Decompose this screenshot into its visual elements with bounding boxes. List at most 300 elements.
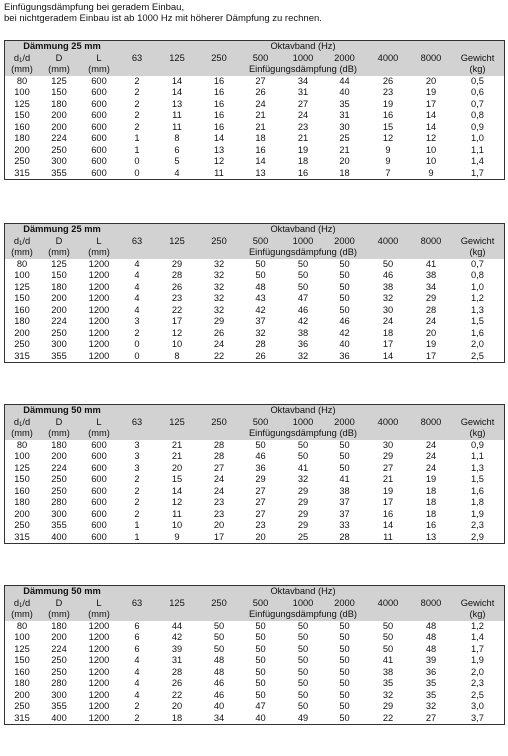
table-cell: 22: [171, 689, 183, 700]
table-cell: 50: [297, 666, 309, 677]
table-cell: 160: [14, 666, 30, 677]
table-cell: 27: [255, 508, 266, 519]
unit-L: (mm): [88, 609, 110, 619]
table-cell: 2,5: [471, 350, 484, 361]
table-cell: 4: [134, 655, 140, 665]
table-cell: 125: [14, 98, 30, 109]
table-cell: 600: [91, 156, 107, 166]
table-cell: 200: [14, 144, 30, 155]
table-cell: 50: [339, 281, 350, 292]
table-cell: 150: [14, 474, 30, 484]
table-cell: 12: [171, 327, 183, 338]
table-cell: 250: [51, 144, 67, 155]
table-cell: 250: [51, 666, 67, 677]
column-freq: 1000: [292, 597, 314, 608]
column-freq: 250: [211, 52, 227, 63]
column-freq: 2000: [334, 597, 355, 608]
table-cell: 48: [425, 643, 437, 654]
table-cell: 18: [382, 327, 394, 338]
table-cell: 48: [425, 632, 437, 642]
table-cell: 160: [14, 304, 30, 315]
table-cell: 50: [255, 666, 266, 677]
insulation-table: [4, 585, 505, 725]
table-cell: 1200: [88, 327, 110, 338]
table-cell: 50: [297, 620, 309, 631]
table-cell: 50: [297, 270, 309, 280]
table-cell: 180: [14, 316, 30, 326]
table-cell: 50: [339, 304, 350, 315]
table-cell: 17: [213, 531, 225, 542]
column-d1-symbol: d: [13, 416, 20, 427]
table-cell: 0,9: [471, 121, 484, 132]
table-cell: 6: [134, 632, 140, 642]
unit-d1: (mm): [11, 64, 33, 74]
table-cell: 43: [255, 293, 266, 303]
table-header: [5, 586, 504, 621]
table-cell: 19: [382, 485, 394, 496]
table-cell: 19: [425, 474, 437, 484]
column-d1-subscript: 1: [19, 240, 23, 247]
table-cell: 200: [51, 121, 67, 132]
table-cell: 355: [51, 167, 67, 178]
table-cell: 1200: [88, 281, 110, 292]
column-D: D: [55, 597, 63, 608]
table-cell: 1,0: [471, 281, 484, 292]
table-cell: 23: [382, 87, 394, 97]
header-row-columns: [5, 598, 504, 610]
table-cell: 17: [171, 316, 183, 326]
table-cell: 300: [51, 689, 67, 700]
header-row-title: [5, 224, 504, 236]
column-d1-rest: /d: [22, 235, 31, 246]
table-cell: 9: [174, 531, 180, 542]
table-cell: 315: [14, 712, 30, 723]
intro-line-1: Einfügungsdämpfung bei geradem Einbau,: [4, 2, 185, 13]
table-cell: 24: [213, 339, 225, 349]
table-cell: 50: [339, 678, 350, 688]
table-cell: 1,9: [471, 655, 484, 665]
table-cell: 11: [172, 110, 182, 120]
table-cell: 27: [213, 462, 225, 473]
table-cell: 100: [14, 632, 30, 642]
column-d1-d: [5, 417, 39, 429]
table-cell: 2: [134, 327, 140, 338]
table-cell: 24: [213, 485, 225, 496]
einfuegungsdaempfung-label: Einfügungsdämpfung (dB): [248, 609, 358, 619]
table-row: [5, 259, 504, 271]
table-cell: 50: [255, 643, 266, 654]
table-row: [5, 316, 504, 328]
table-cell: 1: [134, 520, 140, 530]
table-cell: 48: [213, 666, 225, 677]
table-cell: 17: [382, 339, 394, 349]
table-cell: 1200: [88, 712, 110, 723]
table-cell: 19: [425, 339, 437, 349]
table-cell: 50: [255, 678, 266, 688]
table-cell: 600: [91, 133, 107, 143]
oktavband-label: Oktavband (Hz): [270, 405, 336, 415]
table-row: [5, 463, 504, 475]
table-cell: 12: [213, 156, 225, 166]
column-freq: 63: [131, 597, 143, 608]
table-cell: 80: [16, 439, 28, 450]
table-cell: 28: [213, 439, 225, 450]
table-cell: 17: [425, 98, 437, 109]
column-L: L: [96, 235, 102, 246]
table-cell: 6: [134, 620, 140, 631]
table-cell: 50: [297, 678, 309, 688]
table-cell: 50: [339, 439, 350, 450]
column-freq: 4000: [377, 416, 399, 427]
table-cell: 11: [383, 531, 393, 542]
table-cell: 48: [255, 281, 266, 292]
header-row-columns: [5, 417, 504, 429]
table-cell: 1200: [88, 678, 110, 688]
column-freq: 2000: [334, 416, 355, 427]
table-title: Dämmung 50 mm: [23, 586, 101, 596]
column-D: D: [55, 235, 63, 246]
table-cell: 150: [51, 270, 67, 280]
table-cell: 24: [425, 439, 437, 450]
column-freq: 500: [252, 235, 269, 246]
column-freq: 250: [211, 235, 227, 246]
column-freq: 1000: [292, 52, 314, 63]
table-cell: 24: [297, 110, 309, 120]
table-cell: 300: [51, 508, 67, 519]
table-row: [5, 655, 504, 667]
table-cell: 125: [14, 462, 30, 473]
table-cell: 10: [425, 156, 437, 166]
table-cell: 400: [51, 531, 67, 542]
table-cell: 6: [134, 643, 140, 654]
table-cell: 40: [213, 701, 225, 711]
table-row: [5, 122, 504, 134]
table-cell: 2,0: [471, 666, 484, 677]
table-cell: 48: [213, 655, 225, 665]
table-cell: 1200: [88, 258, 110, 269]
table-cell: 9: [428, 167, 434, 178]
table-cell: 39: [171, 643, 183, 654]
table-cell: 38: [382, 666, 394, 677]
table-cell: 29: [297, 520, 309, 530]
column-freq: 8000: [420, 416, 442, 427]
table-cell: 16: [213, 98, 225, 109]
table-cell: 23: [213, 508, 225, 519]
table-cell: 16: [213, 75, 225, 86]
table-cell: 38: [297, 327, 309, 338]
table-cell: 1,6: [471, 485, 484, 496]
column-L: L: [96, 416, 102, 427]
unit-kg: (kg): [469, 428, 486, 438]
table-header: [5, 224, 504, 259]
table-cell: 355: [51, 701, 67, 711]
einfuegungsdaempfung-label: Einfügungsdämpfung (dB): [248, 247, 358, 257]
table-cell: 31: [339, 110, 350, 120]
table-cell: 4: [134, 270, 140, 280]
table-cell: 2: [134, 98, 140, 109]
table-cell: 34: [425, 281, 437, 292]
table-cell: 224: [51, 133, 67, 143]
table-row: [5, 497, 504, 509]
table-cell: 28: [255, 339, 266, 349]
table-cell: 14: [382, 520, 394, 530]
table-cell: 18: [425, 485, 437, 496]
column-freq: 8000: [420, 597, 442, 608]
table-cell: 32: [382, 293, 394, 303]
table-cell: 160: [14, 485, 30, 496]
table-cell: 21: [255, 121, 266, 132]
table-cell: 36: [255, 462, 266, 473]
table-cell: 13: [171, 98, 183, 109]
table-cell: 40: [339, 87, 350, 97]
table-cell: 1: [134, 144, 140, 155]
table-cell: 19: [382, 98, 394, 109]
table-row: [5, 713, 504, 725]
table-cell: 0: [134, 156, 140, 166]
unit-D: (mm): [48, 247, 70, 257]
unit-L: (mm): [88, 64, 110, 74]
table-cell: 200: [51, 293, 67, 303]
table-title: Dämmung 25 mm: [23, 41, 101, 51]
table-cell: 1,3: [471, 462, 484, 473]
table-cell: 125: [51, 75, 67, 86]
table-cell: 1200: [88, 339, 110, 349]
table-cell: 21: [297, 133, 309, 143]
column-D: D: [55, 52, 63, 63]
table-cell: 600: [91, 439, 107, 450]
column-freq: 63: [131, 235, 143, 246]
table-row: [5, 293, 504, 305]
column-freq: 500: [252, 416, 269, 427]
table-cell: 32: [213, 270, 225, 280]
table-cell: 46: [213, 689, 225, 700]
table-cell: 24: [425, 316, 437, 326]
table-cell: 50: [297, 701, 309, 711]
column-freq: 4000: [377, 597, 399, 608]
table-cell: 29: [297, 485, 309, 496]
table-cell: 600: [91, 451, 107, 461]
table-cell: 180: [51, 281, 67, 292]
table-cell: 28: [425, 304, 437, 315]
table-cell: 16: [382, 508, 394, 519]
table-cell: 24: [255, 98, 266, 109]
table-cell: 16: [297, 167, 309, 178]
table-cell: 50: [297, 643, 309, 654]
table-cell: 24: [425, 462, 437, 473]
table-cell: 48: [425, 620, 437, 631]
table-cell: 24: [213, 474, 225, 484]
column-d1-symbol: d: [13, 52, 20, 63]
table-cell: 39: [425, 655, 437, 665]
table-row: [5, 87, 504, 99]
column-d1-rest: /d: [22, 52, 31, 63]
table-cell: 38: [382, 281, 394, 292]
unit-d1: (mm): [11, 247, 33, 257]
unit-kg: (kg): [469, 609, 486, 619]
table-row: [5, 440, 504, 452]
table-cell: 250: [14, 701, 30, 711]
table-cell: 32: [213, 281, 225, 292]
column-d1-symbol: d: [13, 235, 20, 246]
column-freq: 125: [169, 416, 185, 427]
table-cell: 180: [51, 439, 67, 450]
column-freq: 8000: [420, 52, 442, 63]
table-cell: 600: [91, 462, 107, 473]
table-row: [5, 339, 504, 351]
table-cell: 37: [339, 508, 350, 519]
table-cell: 80: [16, 620, 28, 631]
table-row: [5, 305, 504, 317]
table-cell: 41: [425, 258, 437, 269]
table-cell: 150: [14, 110, 30, 120]
intro-line-2: bei nichtgeradem Einbau ist ab 1000 Hz mit höherer Dämpfung zu rechnen.: [4, 13, 322, 24]
table-cell: 250: [14, 156, 30, 166]
table-cell: 1,8: [471, 497, 484, 507]
column-d1-d: [5, 53, 39, 65]
header-row-units: [5, 609, 504, 621]
table-cell: 224: [51, 643, 67, 654]
table-cell: 50: [382, 632, 394, 642]
table-cell: 50: [382, 643, 394, 654]
table-cell: 20: [213, 520, 225, 530]
table-cell: 27: [382, 462, 394, 473]
header-row-units: [5, 64, 504, 76]
table-row: [5, 76, 504, 88]
table-cell: 1,1: [471, 451, 484, 461]
table-cell: 1200: [88, 689, 110, 700]
table-cell: 14: [171, 485, 183, 496]
insulation-table: [4, 223, 505, 363]
table-cell: 16: [213, 110, 225, 120]
table-cell: 26: [171, 281, 183, 292]
table-cell: 12: [382, 133, 394, 143]
table-cell: 36: [339, 350, 350, 361]
table-cell: 16: [213, 87, 225, 97]
column-freq: 1000: [292, 416, 314, 427]
table-cell: 14: [171, 87, 183, 97]
table-cell: 26: [213, 327, 225, 338]
unit-d1: (mm): [11, 609, 33, 619]
table-cell: 2,5: [471, 689, 484, 700]
table-cell: 21: [339, 144, 350, 155]
column-freq: 500: [252, 52, 269, 63]
table-row: [5, 644, 504, 656]
table-cell: 5: [174, 156, 180, 166]
table-cell: 1,5: [471, 316, 484, 326]
table-cell: 2: [134, 712, 140, 723]
table-cell: 36: [297, 339, 309, 349]
table-cell: 3: [134, 316, 140, 326]
table-cell: 2: [134, 701, 140, 711]
table-cell: 1200: [88, 632, 110, 642]
table-row: [5, 145, 504, 157]
table-cell: 30: [382, 439, 394, 450]
table-cell: 180: [14, 133, 30, 143]
column-freq: 8000: [420, 235, 442, 246]
table-cell: 50: [297, 439, 309, 450]
table-cell: 23: [297, 121, 309, 132]
oktavband-label: Oktavband (Hz): [270, 586, 336, 596]
table-cell: 1,7: [471, 643, 484, 654]
table-row: [5, 99, 504, 111]
table-cell: 150: [14, 293, 30, 303]
table-cell: 46: [339, 316, 350, 326]
table-cell: 50: [297, 281, 309, 292]
table-cell: 2,9: [471, 531, 484, 542]
header-row-units: [5, 247, 504, 259]
column-gewicht: Gewicht: [460, 416, 495, 427]
table-cell: 4: [134, 304, 140, 315]
column-freq: 2000: [334, 52, 355, 63]
table-cell: 250: [14, 520, 30, 530]
table-row: [5, 667, 504, 679]
table-cell: 44: [339, 75, 350, 86]
column-gewicht: Gewicht: [460, 597, 495, 608]
table-cell: 50: [255, 439, 266, 450]
table-cell: 27: [255, 75, 266, 86]
table-cell: 7: [385, 167, 391, 178]
table-cell: 250: [14, 339, 30, 349]
table-cell: 20: [171, 462, 183, 473]
table-cell: 13: [213, 144, 225, 155]
table-cell: 4: [134, 678, 140, 688]
table-cell: 1200: [88, 316, 110, 326]
table-cell: 80: [16, 258, 28, 269]
table-cell: 1,7: [471, 167, 484, 178]
table-cell: 18: [425, 508, 437, 519]
table-cell: 125: [14, 281, 30, 292]
table-cell: 20: [425, 327, 437, 338]
table-cell: 80: [16, 75, 28, 86]
table-cell: 150: [14, 655, 30, 665]
table-cell: 20: [339, 156, 350, 166]
table-cell: 315: [14, 167, 30, 178]
table-cell: 2: [134, 121, 140, 132]
table-row: [5, 532, 504, 544]
table-cell: 22: [213, 350, 225, 361]
oktavband-label: Oktavband (Hz): [270, 41, 336, 51]
table-row: [5, 110, 504, 122]
table-cell: 600: [91, 497, 107, 507]
table-cell: 1,2: [471, 620, 484, 631]
column-freq: 63: [131, 416, 143, 427]
einfuegungsdaempfung-label: Einfügungsdämpfung (dB): [248, 64, 358, 74]
table-cell: 0,9: [471, 439, 484, 450]
table-cell: 20: [255, 531, 266, 542]
table-cell: 50: [213, 643, 225, 654]
table-cell: 50: [339, 258, 350, 269]
column-d1-subscript: 1: [19, 421, 23, 428]
table-cell: 46: [213, 678, 225, 688]
table-cell: 50: [255, 258, 266, 269]
table-cell: 16: [213, 121, 225, 132]
table-cell: 14: [425, 110, 437, 120]
table-cell: 280: [51, 497, 67, 507]
table-cell: 29: [297, 508, 309, 519]
table-cell: 1200: [88, 304, 110, 315]
table-cell: 2: [134, 508, 140, 519]
table-cell: 35: [425, 689, 437, 700]
table-cell: 600: [91, 485, 107, 496]
column-d1-subscript: 1: [19, 602, 23, 609]
table-cell: 4: [134, 293, 140, 303]
table-cell: 50: [339, 712, 350, 723]
table-cell: 4: [134, 258, 140, 269]
table-cell: 50: [339, 643, 350, 654]
header-row-columns: [5, 236, 504, 248]
table-cell: 200: [14, 327, 30, 338]
table-cell: 50: [339, 620, 350, 631]
